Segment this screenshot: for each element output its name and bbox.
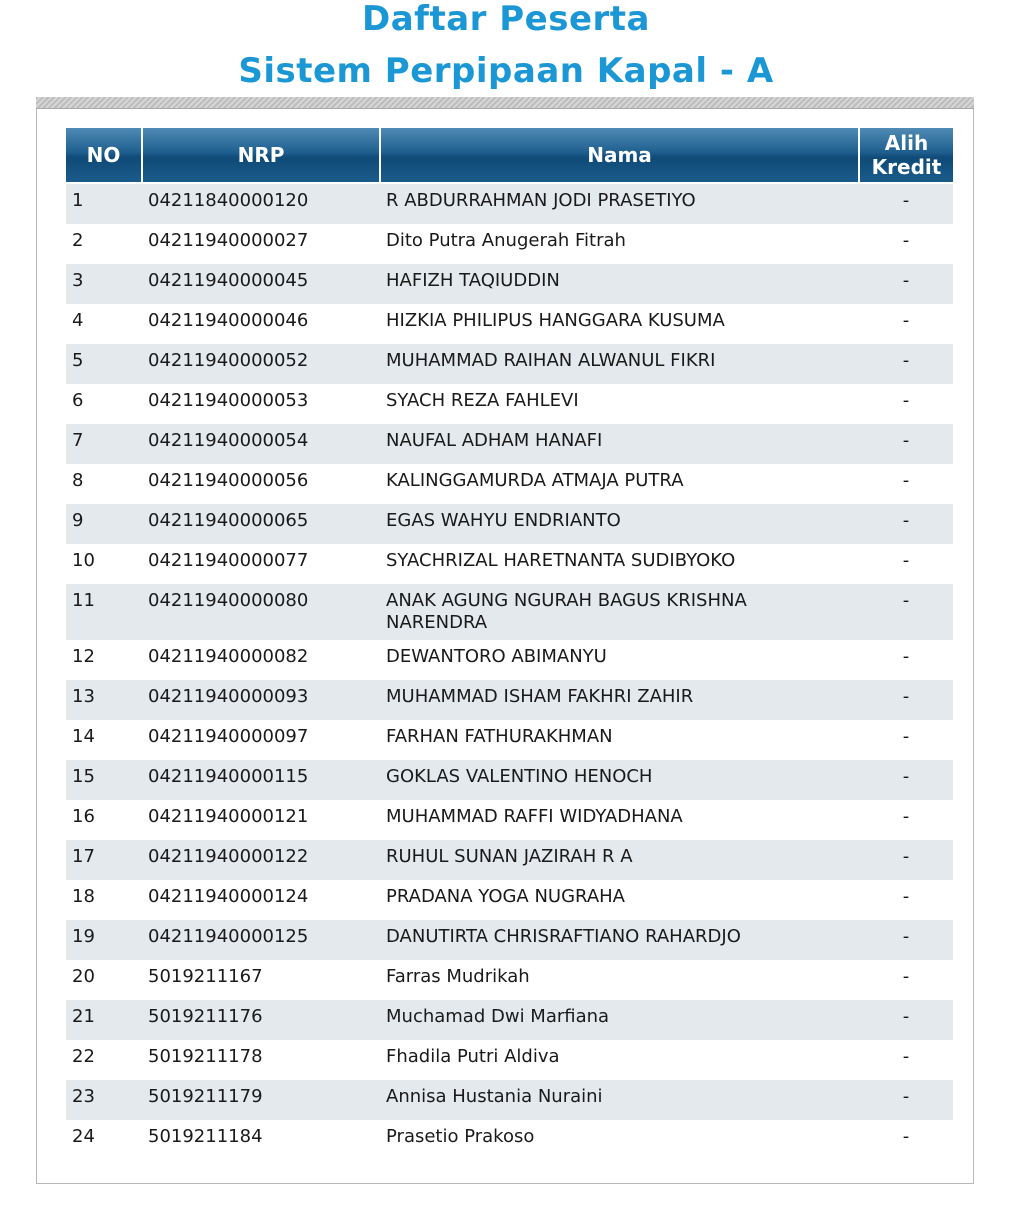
cell-nrp: 04211940000045 [142,264,380,304]
table-row [66,840,953,880]
cell-alih-kredit: - [859,544,953,584]
cell-nrp: 5019211167 [142,960,380,1000]
title-line-1: Daftar Peserta [362,0,650,39]
cell-nama: MUHAMMAD ISHAM FAKHRI ZAHIR [380,680,859,720]
cell-nama: SYACHRIZAL HARETNANTA SUDIBYOKO [380,544,859,584]
alih-kredit-line-2: Kredit [871,155,942,179]
cell-nama: RUHUL SUNAN JAZIRAH R A [380,840,859,880]
cell-no: 5 [66,344,142,384]
cell-nama: Farras Mudrikah [380,960,859,1000]
table-row [66,304,953,344]
table-row [66,1120,953,1160]
cell-nrp: 5019211176 [142,1000,380,1040]
cell-alih-kredit: - [859,1000,953,1040]
cell-alih-kredit: - [859,720,953,760]
cell-nama: HAFIZH TAQIUDDIN [380,264,859,304]
cell-alih-kredit: - [859,1120,953,1160]
cell-nama: HIZKIA PHILIPUS HANGGARA KUSUMA [380,304,859,344]
cell-alih-kredit: - [859,183,953,224]
table-row [66,800,953,840]
table-row [66,544,953,584]
cell-nrp: 04211940000052 [142,344,380,384]
cell-no: 2 [66,224,142,264]
cell-nrp: 04211940000054 [142,424,380,464]
cell-alih-kredit: - [859,960,953,1000]
cell-nama: DEWANTORO ABIMANYU [380,640,859,680]
cell-no: 15 [66,760,142,800]
cell-nama: PRADANA YOGA NUGRAHA [380,880,859,920]
cell-alih-kredit: - [859,424,953,464]
cell-nama: MUHAMMAD RAFFI WIDYADHANA [380,800,859,840]
cell-no: 23 [66,1080,142,1120]
cell-no: 1 [66,183,142,224]
cell-nrp: 5019211184 [142,1120,380,1160]
cell-nrp: 04211940000082 [142,640,380,680]
cell-no: 20 [66,960,142,1000]
cell-no: 16 [66,800,142,840]
cell-alih-kredit: - [859,800,953,840]
table-header-row [66,128,953,183]
cell-nama: NAUFAL ADHAM HANAFI [380,424,859,464]
cell-no: 14 [66,720,142,760]
table-row [66,1080,953,1120]
table-row [66,920,953,960]
cell-no: 8 [66,464,142,504]
table-row [66,224,953,264]
cell-nama: ANAK AGUNG NGURAH BAGUS KRISHNA NARENDRA [380,584,859,640]
cell-alih-kredit: - [859,920,953,960]
cell-nama: Annisa Hustania Nuraini [380,1080,859,1120]
column-header-nrp: NRP [142,128,380,183]
cell-nrp: 04211940000115 [142,760,380,800]
cell-alih-kredit: - [859,640,953,680]
table-row [66,384,953,424]
cell-nama: Dito Putra Anugerah Fitrah [380,224,859,264]
cell-nama: Prasetio Prakoso [380,1120,859,1160]
cell-nrp: 5019211179 [142,1080,380,1120]
column-header-alih-kredit [859,128,953,183]
table-row [66,640,953,680]
cell-alih-kredit: - [859,840,953,880]
participants-table [66,128,953,1160]
table-row [66,880,953,920]
column-header-no: NO [66,128,142,183]
cell-no: 10 [66,544,142,584]
cell-nrp: 04211940000046 [142,304,380,344]
cell-nama: FARHAN FATHURAKHMAN [380,720,859,760]
cell-nrp: 04211940000125 [142,920,380,960]
cell-nama: KALINGGAMURDA ATMAJA PUTRA [380,464,859,504]
table-row [66,464,953,504]
cell-no: 19 [66,920,142,960]
cell-no: 7 [66,424,142,464]
cell-alih-kredit: - [859,760,953,800]
cell-alih-kredit: - [859,264,953,304]
cell-nrp: 04211940000053 [142,384,380,424]
cell-nrp: 04211940000077 [142,544,380,584]
table-row [66,344,953,384]
participants-panel [36,97,974,1184]
cell-nrp: 5019211178 [142,1040,380,1080]
cell-no: 17 [66,840,142,880]
table-row [66,1000,953,1040]
cell-nama: GOKLAS VALENTINO HENOCH [380,760,859,800]
cell-alih-kredit: - [859,464,953,504]
cell-nrp: 04211940000122 [142,840,380,880]
cell-alih-kredit: - [859,880,953,920]
cell-nama: MUHAMMAD RAIHAN ALWANUL FIKRI [380,344,859,384]
cell-nrp: 04211940000097 [142,720,380,760]
cell-alih-kredit: - [859,504,953,544]
cell-nrp: 04211940000027 [142,224,380,264]
cell-no: 3 [66,264,142,304]
cell-no: 6 [66,384,142,424]
cell-alih-kredit: - [859,1080,953,1120]
cell-no: 4 [66,304,142,344]
cell-nrp: 04211940000121 [142,800,380,840]
cell-alih-kredit: - [859,1040,953,1080]
table-row [66,760,953,800]
cell-nrp: 04211940000124 [142,880,380,920]
cell-alih-kredit: - [859,584,953,640]
table-row [66,424,953,464]
table-row [66,960,953,1000]
table-row [66,584,953,640]
cell-no: 11 [66,584,142,640]
cell-nrp: 04211940000093 [142,680,380,720]
cell-alih-kredit: - [859,344,953,384]
cell-nama: DANUTIRTA CHRISRAFTIANO RAHARDJO [380,920,859,960]
cell-nama: Fhadila Putri Aldiva [380,1040,859,1080]
cell-no: 12 [66,640,142,680]
panel-top-border [36,97,974,109]
title-line-2: Sistem Perpipaan Kapal - A [238,51,774,91]
cell-nrp: 04211940000065 [142,504,380,544]
table-row [66,183,953,224]
cell-nama: EGAS WAHYU ENDRIANTO [380,504,859,544]
cell-alih-kredit: - [859,304,953,344]
table-body [66,183,953,1160]
cell-nrp: 04211840000120 [142,183,380,224]
cell-nama: SYACH REZA FAHLEVI [380,384,859,424]
cell-no: 22 [66,1040,142,1080]
cell-nrp: 04211940000056 [142,464,380,504]
alih-kredit-line-1: Alih [884,131,929,155]
cell-alih-kredit: - [859,224,953,264]
cell-no: 21 [66,1000,142,1040]
cell-alih-kredit: - [859,384,953,424]
cell-alih-kredit: - [859,680,953,720]
cell-no: 18 [66,880,142,920]
cell-no: 24 [66,1120,142,1160]
column-header-nama: Nama [380,128,859,183]
table-row [66,1040,953,1080]
table-row [66,504,953,544]
cell-nama: R ABDURRAHMAN JODI PRASETIYO [380,183,859,224]
table-row [66,720,953,760]
cell-no: 13 [66,680,142,720]
cell-nrp: 04211940000080 [142,584,380,640]
cell-no: 9 [66,504,142,544]
table-row [66,680,953,720]
table-row [66,264,953,304]
cell-nama: Muchamad Dwi Marfiana [380,1000,859,1040]
